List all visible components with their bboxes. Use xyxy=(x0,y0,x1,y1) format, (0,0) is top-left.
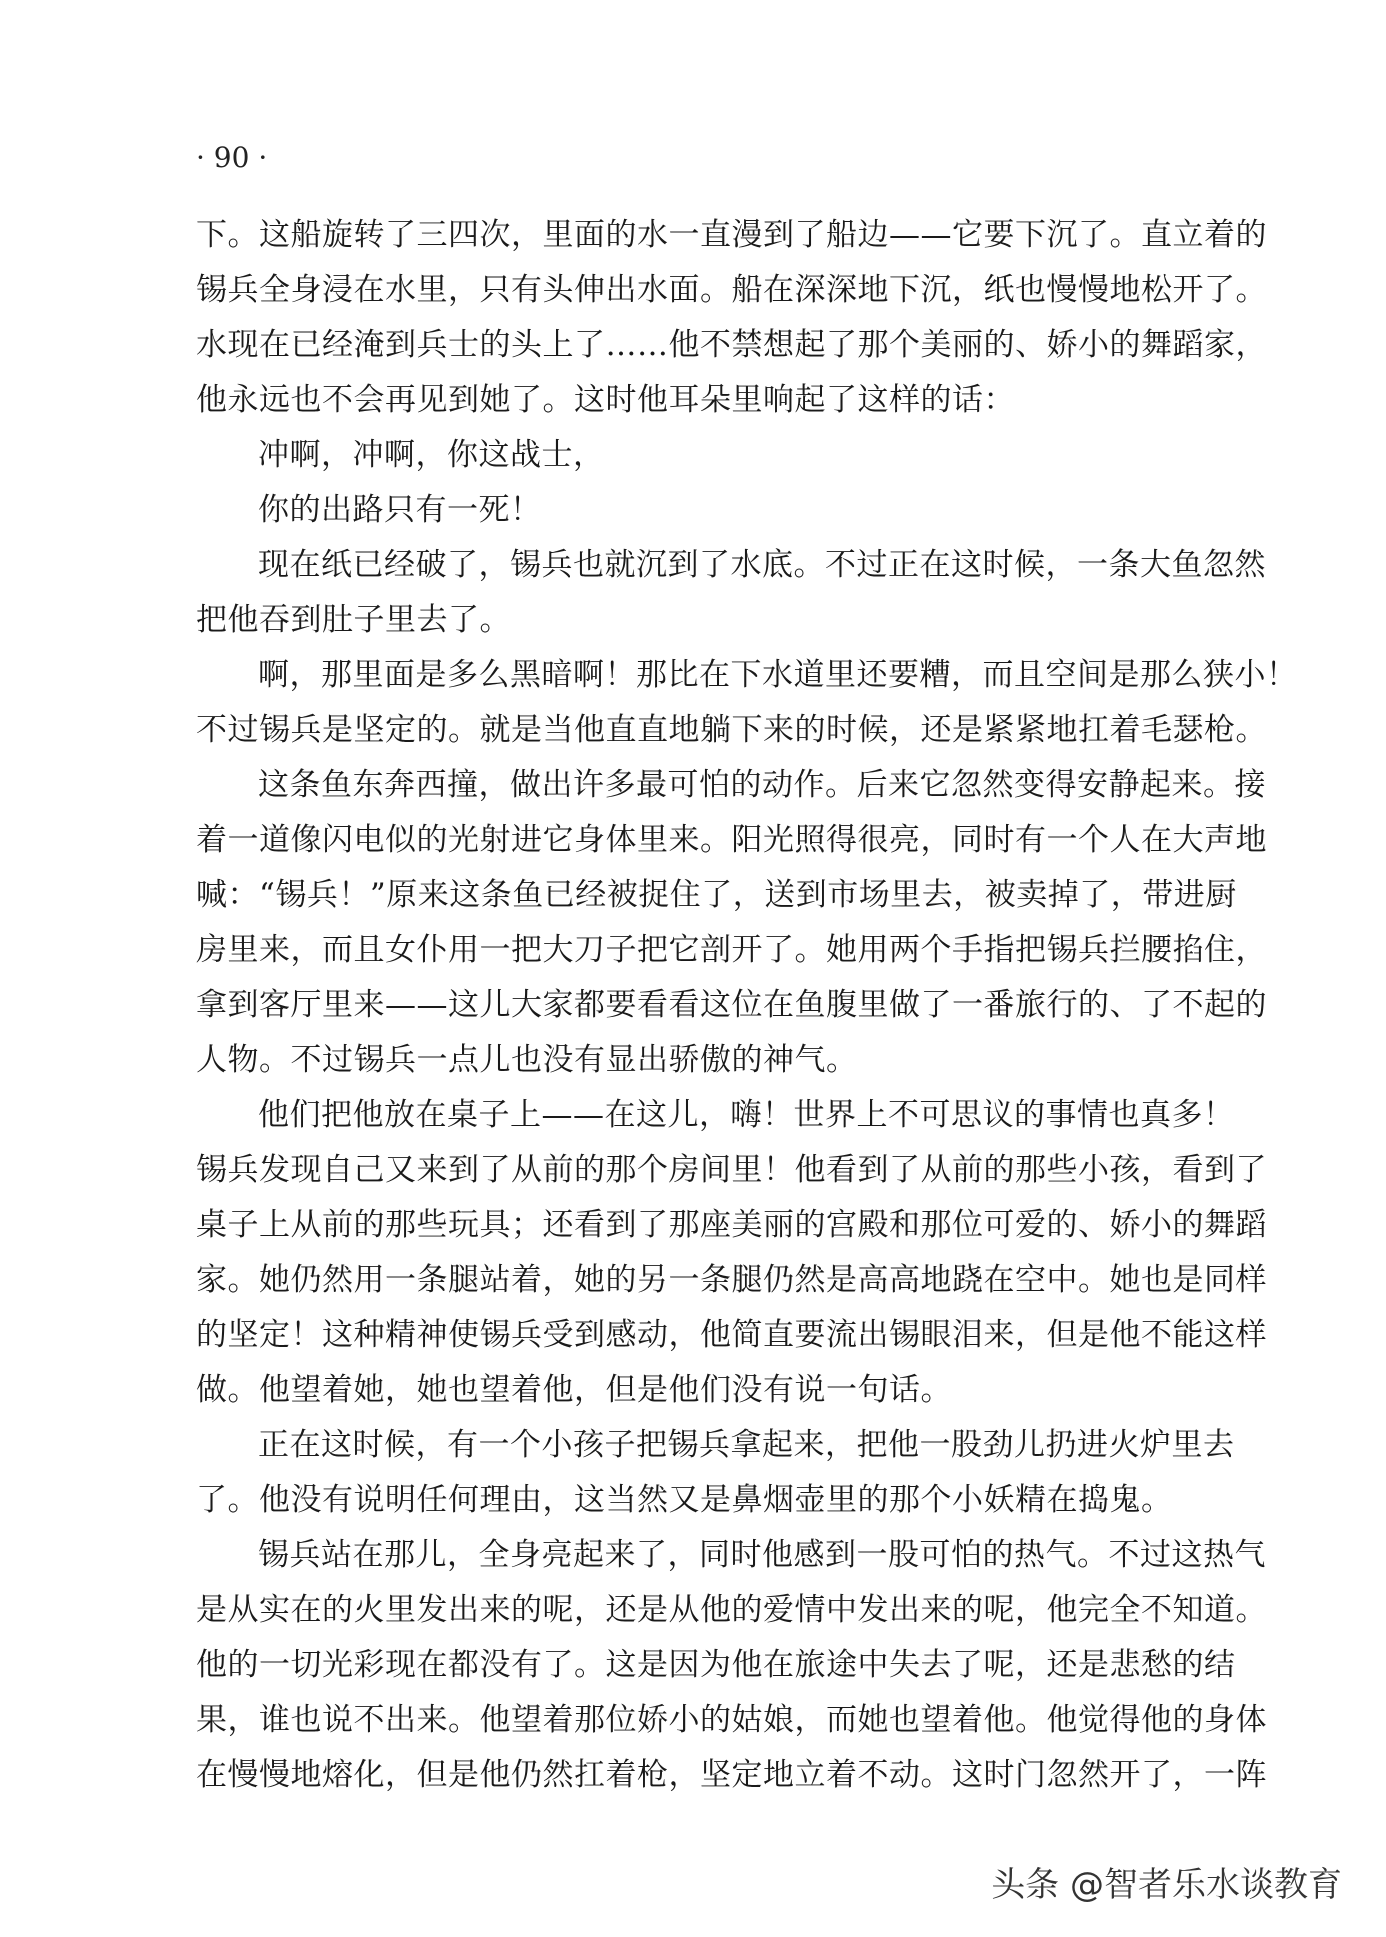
text-line: 这条鱼东奔西撞，做出许多最可怕的动作。后来它忽然变得安静起来。接 xyxy=(258,767,1266,803)
text-line: 他永远也不会再见到她了。这时他耳朵里响起了这样的话： xyxy=(196,382,1015,418)
text-line: 的坚定！这种精神使锡兵受到感动，他简直要流出锡眼泪来，但是他不能这样 xyxy=(196,1317,1267,1353)
text-line: 他的一切光彩现在都没有了。这是因为他在旅途中失去了呢，还是悲愁的结 xyxy=(196,1647,1236,1683)
text-line: 锡兵发现自己又来到了从前的那个房间里！他看到了从前的那些小孩，看到了 xyxy=(196,1152,1267,1188)
text-line: 在慢慢地熔化，但是他仍然扛着枪，坚定地立着不动。这时门忽然开了，一阵 xyxy=(196,1757,1267,1793)
text-line: 了。他没有说明任何理由，这当然又是鼻烟壶里的那个小妖精在捣鬼。 xyxy=(196,1482,1173,1518)
verse-line: 你的出路只有一死！ xyxy=(258,492,542,528)
text-line: 桌子上从前的那些玩具；还看到了那座美丽的宫殿和那位可爱的、娇小的舞蹈 xyxy=(196,1207,1267,1243)
text-line: 不过锡兵是坚定的。就是当他直直地躺下来的时候，还是紧紧地扛着毛瑟枪。 xyxy=(196,712,1267,748)
text-line: 现在纸已经破了，锡兵也就沉到了水底。不过正在这时候，一条大鱼忽然 xyxy=(258,547,1266,583)
text-line: 锡兵站在那儿，全身亮起来了，同时他感到一股可怕的热气。不过这热气 xyxy=(258,1537,1266,1573)
text-line: 把他吞到肚子里去了。 xyxy=(196,602,511,638)
text-line: 着一道像闪电似的光射进它身体里来。阳光照得很亮，同时有一个人在大声地 xyxy=(196,822,1267,858)
text-line: 他们把他放在桌子上——在这儿，嗨！世界上不可思议的事情也真多！ xyxy=(258,1097,1235,1133)
text-line: 做。他望着她，她也望着他，但是他们没有说一句话。 xyxy=(196,1372,952,1408)
text-line: 拿到客厅里来——这儿大家都要看看这位在鱼腹里做了一番旅行的、了不起的 xyxy=(196,987,1267,1023)
page-number: · 90 · xyxy=(196,141,268,174)
text-line: 果，谁也说不出来。他望着那位娇小的姑娘，而她也望着他。他觉得他的身体 xyxy=(196,1702,1267,1738)
text-line: 人物。不过锡兵一点儿也没有显出骄傲的神气。 xyxy=(196,1042,858,1078)
text-line: 是从实在的火里发出来的呢，还是从他的爱情中发出来的呢，他完全不知道。 xyxy=(196,1592,1267,1628)
text-line: 锡兵全身浸在水里，只有头伸出水面。船在深深地下沉，纸也慢慢地松开了。 xyxy=(196,272,1267,308)
text-line: 房里来，而且女仆用一把大刀子把它剖开了。她用两个手指把锡兵拦腰掐住， xyxy=(196,932,1267,968)
text-line: 家。她仍然用一条腿站着，她的另一条腿仍然是高高地跷在空中。她也是同样 xyxy=(196,1262,1267,1298)
text-line: 下。这船旋转了三四次，里面的水一直漫到了船边——它要下沉了。直立着的 xyxy=(196,217,1267,253)
body-text xyxy=(196,208,1298,1803)
text-line: 正在这时候，有一个小孩子把锡兵拿起来，把他一股劲儿扔进火炉里去 xyxy=(258,1427,1235,1463)
watermark: 头条 @智者乐水谈教育 xyxy=(991,1865,1342,1905)
verse-line: 冲啊，冲啊，你这战士， xyxy=(258,437,605,473)
text-line: 水现在已经淹到兵士的头上了……他不禁想起了那个美丽的、娇小的舞蹈家， xyxy=(196,327,1267,363)
text-line: 喊：“锡兵！”原来这条鱼已经被捉住了，送到市场里去，被卖掉了，带进厨 xyxy=(196,877,1237,913)
text-line: 啊，那里面是多么黑暗啊！那比在下水道里还要糟，而且空间是那么狭小！ xyxy=(258,657,1298,693)
